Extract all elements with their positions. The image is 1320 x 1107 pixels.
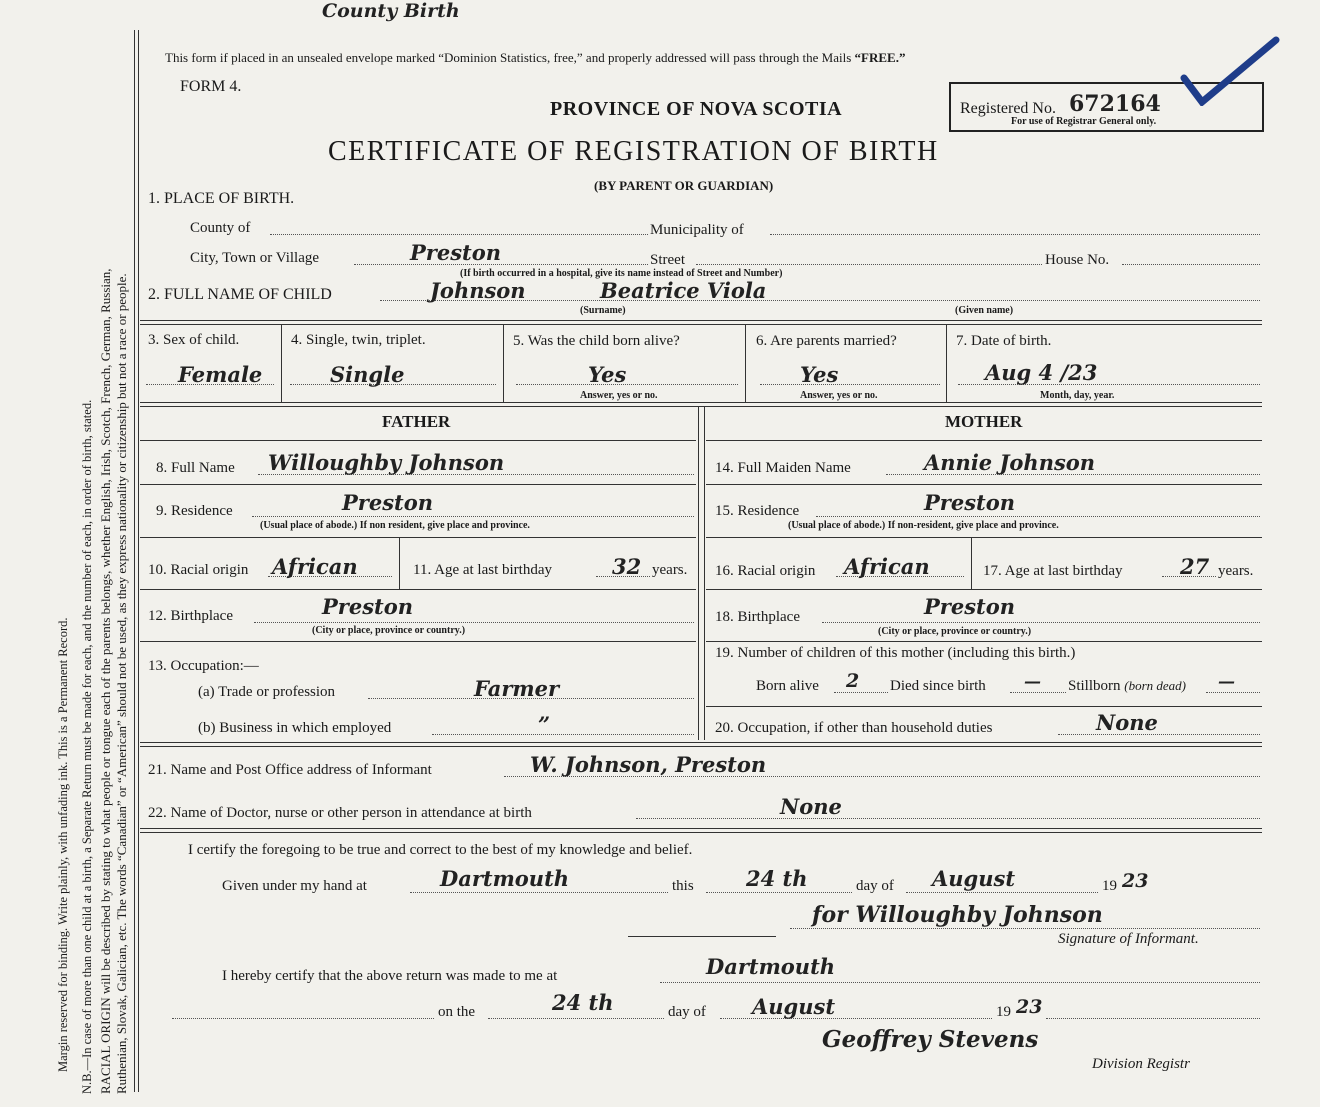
mother-occupation-field: [1058, 734, 1260, 735]
place-heading: 1. PLACE OF BIRTH.: [148, 190, 295, 207]
mother-age-label: 17. Age at last birthday: [983, 563, 1123, 579]
margin-racial-note-2: Ruthenian, Slovak, Galician, etc. The words “Canadian” or “American” should not be used, as they express nationality or citizenship but not a race or people.: [114, 273, 129, 1094]
father-rule-3: [140, 589, 696, 590]
day-value: 24 th: [746, 866, 808, 891]
mother-age-value: 27: [1180, 554, 1210, 579]
trade-value: Farmer: [474, 676, 560, 701]
business-field: [432, 734, 694, 735]
father-rule-4: [140, 641, 696, 642]
divider-2b: [140, 406, 1262, 407]
married-field: [760, 384, 940, 385]
mother-race-div: [971, 537, 972, 589]
registered-number: 672164: [1069, 91, 1161, 117]
father-birthplace-field: [254, 622, 694, 623]
married-label: 6. Are parents married?: [756, 333, 897, 349]
born-alive-label: Born alive: [756, 678, 819, 694]
informant-label: 21. Name and Post Office address of Informant: [148, 762, 432, 778]
county-label: County of: [190, 220, 251, 236]
plurality-value: Single: [330, 362, 405, 387]
doctor-label: 22. Name of Doctor, nurse or other person in attendance at birth: [148, 805, 532, 821]
father-birthplace-value: Preston: [322, 594, 414, 619]
certify-text: I certify the foregoing to be true and correct to the best of my knowledge and belief.: [188, 842, 693, 858]
mother-heading: MOTHER: [945, 412, 1023, 431]
signature-line-stub: [628, 936, 776, 937]
informant-signature-field: [790, 928, 1260, 929]
died-field: [1010, 692, 1066, 693]
alive-value: Yes: [588, 362, 627, 387]
dob-label: 7. Date of birth.: [956, 333, 1052, 349]
alive-caption: Answer, yes or no.: [580, 390, 658, 401]
mother-name-label: 14. Full Maiden Name: [715, 460, 851, 476]
informant-signature[interactable]: for Willoughby Johnson: [812, 902, 1103, 928]
stillborn-value: —: [1218, 672, 1235, 692]
mother-rule-4: [706, 641, 1262, 642]
business-value: ”: [538, 712, 551, 737]
mother-residence-value: Preston: [924, 490, 1016, 515]
street-label: Street: [650, 252, 685, 268]
reg-year-value: 23: [1016, 996, 1043, 1018]
mail-notice-free: “FREE.”: [854, 50, 906, 65]
reg-day-of-label: day of: [668, 1004, 706, 1020]
mother-birthplace-caption: (City or place, province or country.): [878, 626, 1032, 637]
margin-binding-note: Margin reserved for binding. Write plainly, with unfading ink. This is a Permanent Record.: [56, 617, 70, 1072]
registrar-text: I hereby certify that the above return was made to me at: [222, 968, 558, 984]
divider-1b: [140, 324, 1262, 325]
father-age-value: 32: [612, 554, 642, 579]
trade-label: (a) Trade or profession: [198, 684, 336, 700]
year-value: 23: [1122, 870, 1149, 892]
mother-rule-2: [706, 537, 1262, 538]
parent-divider: [698, 406, 699, 740]
dob-value: Aug 4 /23: [985, 360, 1098, 385]
mother-race-value: African: [844, 554, 930, 579]
father-race-label: 10. Racial origin: [148, 562, 249, 578]
parent-divider-2: [704, 406, 705, 740]
reg-year-prefix: 19: [996, 1004, 1011, 1020]
on-the-label: on the: [438, 1004, 476, 1020]
mother-occupation-label: 20. Occupation, if other than household duties: [715, 720, 993, 736]
father-heading-rule: [140, 440, 696, 441]
province-title: PROVINCE OF NOVA SCOTIA: [550, 98, 843, 120]
street-field: [696, 264, 1042, 265]
plurality-label: 4. Single, twin, triplet.: [291, 332, 426, 348]
col-div-1: [281, 324, 282, 402]
divider-1: [140, 320, 1262, 321]
margin-racial-note: RACIAL ORIGIN will be described by stating to what people or tongue each of the parents belongs, whether English, Irish, Scotch, French, German, Russian,: [98, 268, 113, 1094]
father-name-value: Willoughby Johnson: [268, 450, 505, 475]
month-value: August: [932, 866, 1016, 891]
mother-birthplace-value: Preston: [924, 594, 1016, 619]
city-value: Preston: [410, 240, 502, 265]
born-alive-value: 2: [846, 670, 860, 692]
divider-3b: [140, 746, 1262, 747]
certificate-subtitle: (BY PARENT OR GUARDIAN): [594, 178, 774, 193]
mother-residence-field: [816, 516, 1260, 517]
father-name-label: 8. Full Name: [156, 460, 235, 476]
house-field: [1122, 264, 1260, 265]
given-place-value: Dartmouth: [440, 866, 570, 891]
father-residence-caption: (Usual place of abode.) If non resident, give place and province.: [260, 520, 530, 531]
certificate-title: CERTIFICATE OF REGISTRATION OF BIRTH: [328, 136, 939, 167]
day-of-label: day of: [856, 878, 894, 894]
father-residence-value: Preston: [342, 490, 434, 515]
alive-field: [516, 384, 738, 385]
divider-2: [140, 402, 1262, 403]
father-race-div: [399, 537, 400, 589]
day-field: [706, 892, 852, 893]
father-heading: FATHER: [382, 412, 451, 431]
mail-notice-text: This form if placed in an unsealed envelope marked “Dominion Statistics, free,” and properly addressed will pass through the Mails: [165, 50, 855, 65]
mail-notice: [165, 50, 905, 66]
stillborn-note: (born dead): [1124, 678, 1187, 693]
registrar-signature[interactable]: Geoffrey Stevens: [822, 1026, 1039, 1053]
mother-residence-caption: (Usual place of abode.) If non-resident, give place and province.: [788, 520, 1059, 531]
reg-day-field: [488, 1018, 664, 1019]
mother-name-value: Annie Johnson: [924, 450, 1096, 475]
surname-caption: (Surname): [580, 305, 626, 316]
business-label: (b) Business in which employed: [198, 720, 392, 736]
mother-residence-label: 15. Residence: [715, 503, 800, 519]
father-residence-label: 9. Residence: [156, 503, 233, 519]
mother-rule-3: [706, 589, 1262, 590]
children-label: 19. Number of children of this mother (including this birth.): [715, 645, 1076, 661]
died-label: Died since birth: [890, 678, 986, 694]
col-div-2: [503, 324, 504, 402]
registrar-note: For use of Registrar General only.: [1011, 116, 1157, 127]
sex-label: 3. Sex of child.: [148, 332, 240, 348]
occupation-label: 13. Occupation:—: [148, 658, 259, 674]
stillborn-text: Stillborn: [1068, 678, 1121, 694]
reg-month-value: August: [752, 994, 836, 1019]
divider-4: [140, 828, 1262, 829]
mother-birthplace-label: 18. Birthplace: [715, 609, 800, 625]
form-number: FORM 4.: [180, 78, 242, 95]
mother-age-unit: years.: [1218, 563, 1254, 579]
informant-value: W. Johnson, Preston: [530, 752, 767, 777]
margin-rule-2: [138, 30, 139, 1092]
father-birthplace-label: 12. Birthplace: [148, 608, 233, 624]
doctor-field: [636, 818, 1260, 819]
hospital-note: (If birth occurred in a hospital, give its name instead of Street and Number): [460, 268, 783, 279]
given-label: Given under my hand at: [222, 878, 367, 894]
alive-label: 5. Was the child born alive?: [513, 333, 680, 349]
year-prefix: 19: [1102, 878, 1117, 894]
month-field: [906, 892, 1098, 893]
registrar-caption: Division Registr: [1092, 1056, 1190, 1072]
father-residence-field: [252, 516, 694, 517]
father-age-unit: years.: [652, 562, 688, 578]
stillborn-label: [1068, 678, 1186, 695]
married-value: Yes: [800, 362, 839, 387]
child-surname: Johnson: [430, 278, 526, 303]
registrar-place-field: [660, 982, 1260, 983]
mother-rule-5: [706, 706, 1262, 707]
municipality-label: Municipality of: [650, 222, 744, 238]
on-the-lead-field: [172, 1018, 434, 1019]
margin-rule: [134, 30, 135, 1092]
child-given-name: Beatrice Viola: [600, 278, 767, 303]
stillborn-field: [1206, 692, 1260, 693]
father-race-value: African: [272, 554, 358, 579]
father-rule-1: [140, 484, 696, 485]
married-caption: Answer, yes or no.: [800, 390, 878, 401]
mother-occupation-value: None: [1096, 710, 1158, 735]
registrar-place-value: Dartmouth: [706, 954, 836, 979]
registered-label: Registered No.: [960, 100, 1056, 117]
child-name-label: 2. FULL NAME OF CHILD: [148, 286, 332, 303]
municipality-field: [770, 234, 1260, 235]
given-caption: (Given name): [955, 305, 1014, 316]
house-label: House No.: [1045, 252, 1110, 268]
doctor-value: None: [780, 794, 842, 819]
born-alive-field: [834, 692, 888, 693]
died-value: —: [1024, 672, 1041, 692]
county-field: [270, 234, 648, 235]
mother-birthplace-field: [822, 622, 1260, 623]
divider-4b: [140, 832, 1262, 833]
dob-caption: Month, day, year.: [1040, 390, 1115, 401]
mother-heading-rule: [706, 440, 1262, 441]
check-mark-icon: [1180, 36, 1280, 106]
col-div-4: [946, 324, 947, 402]
reg-day-value: 24 th: [552, 990, 614, 1015]
annotation-county-birth: County Birth: [322, 0, 460, 22]
father-age-label: 11. Age at last birthday: [413, 562, 552, 578]
given-place-field: [410, 892, 668, 893]
divider-3: [140, 742, 1262, 743]
signature-caption: Signature of Informant.: [1058, 931, 1199, 947]
city-label: City, Town or Village: [190, 250, 320, 266]
this-label: this: [672, 878, 694, 894]
mother-rule-1: [706, 484, 1262, 485]
margin-nb-note: N.B.—In case of more than one child at a birth, a Separate Return must be made for each, and the number of each, in order of birth, stated.: [80, 399, 94, 1094]
father-rule-2: [140, 537, 696, 538]
col-div-3: [745, 324, 746, 402]
sex-value: Female: [178, 362, 263, 387]
reg-year-field: [1046, 1018, 1260, 1019]
mother-race-label: 16. Racial origin: [715, 563, 816, 579]
father-birthplace-caption: (City or place, province or country.): [312, 625, 466, 636]
